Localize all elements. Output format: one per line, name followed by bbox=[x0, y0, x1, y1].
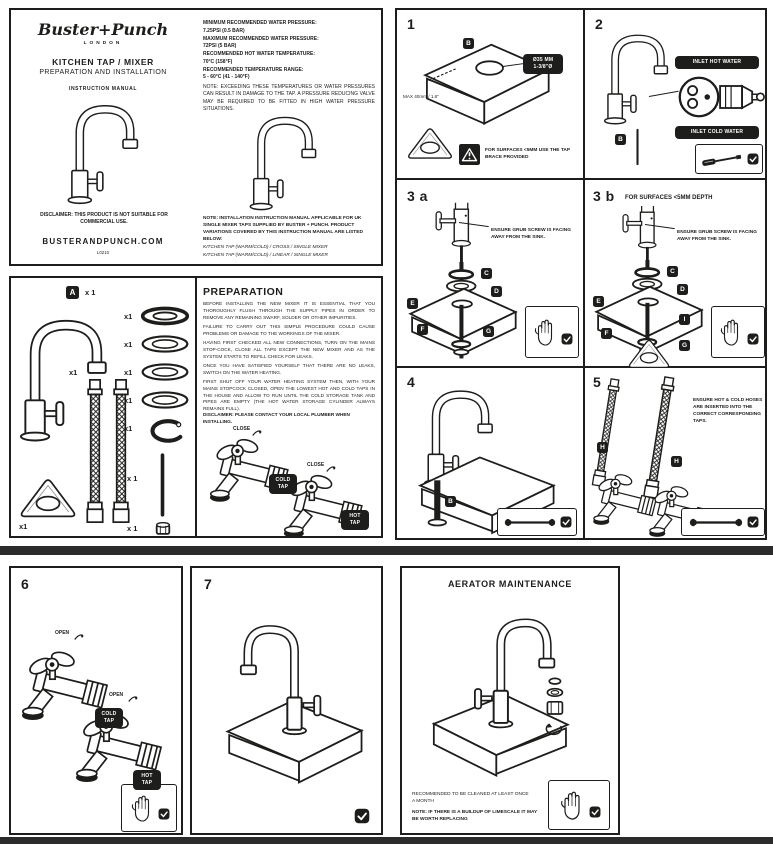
step2-tool-inset bbox=[695, 144, 763, 174]
warning-triangle-icon bbox=[459, 144, 480, 165]
part-a-marker: A bbox=[66, 286, 79, 299]
step2-tap-illustration bbox=[597, 30, 679, 128]
step3a-hand-inset bbox=[525, 306, 579, 358]
aerator-limescale-note: NOTE: IF THERE IS A BUILDUP OF LIMESCALE IT MAY BE WORTH REPLACING bbox=[412, 810, 538, 822]
step2-number: 2 bbox=[595, 16, 604, 32]
brand-city: LONDON bbox=[83, 41, 123, 46]
grid-divider-row2 bbox=[397, 366, 765, 368]
step1-part-marker: B bbox=[463, 38, 474, 49]
cover-tap-illustration-left bbox=[57, 100, 153, 208]
washer3-qty: x1 bbox=[124, 368, 133, 377]
part-brace bbox=[17, 474, 79, 520]
cover-variant-1: KITCHEN TAP (WARM/COLD) / CROSS / SINGLE MIXER bbox=[203, 245, 328, 250]
check-icon bbox=[589, 806, 601, 818]
step3b-marker-i: I bbox=[679, 314, 690, 325]
preparation-title: PREPARATION bbox=[203, 286, 284, 298]
cover-specs: MINIMUM RECOMMENDED WATER PRESSURE: 7.25PSI (0.5 BAR) MAXIMUM RECOMMENDED WATER PRESSURE: 72PSI (5 BAR) RECOMMENDED HOT WATER TEMPERATURE: 70°C (158°F) RECOMMENDED TEMPERATURE RANGE: 5 - 60°C (41 - 140°F) bbox=[203, 20, 319, 81]
close-arrow-icon bbox=[251, 428, 265, 437]
prep-paragraph-4: ONCE YOU HAVE SATISFIED YOURSELF THAT THERE ARE NO LEAKS, SWITCH ON THE WATER HEATING. bbox=[203, 363, 375, 375]
washer4-qty: x1 bbox=[124, 396, 133, 405]
hot-tap-badge: HOT TAP bbox=[133, 770, 161, 790]
step3b-marker-c: C bbox=[667, 266, 678, 277]
part-washer-3 bbox=[140, 362, 190, 382]
cover-variant-2: KITCHEN TAP (WARM/COLD) / LINEAR / SINGLE MIXER bbox=[203, 253, 328, 258]
step3a-marker-e: E bbox=[407, 298, 418, 309]
hand-icon bbox=[718, 316, 744, 348]
panel-divider bbox=[195, 278, 197, 536]
cover-subtitle: PREPARATION AND INSTALLATION bbox=[39, 69, 167, 76]
check-icon bbox=[561, 333, 573, 345]
cover-website: BUSTERANDPUNCH.COM bbox=[42, 237, 164, 246]
part-washer-4 bbox=[140, 390, 190, 410]
step2-rod-illustration bbox=[633, 128, 642, 166]
grid-divider-row1 bbox=[397, 178, 765, 180]
step5-tool-inset bbox=[681, 508, 765, 536]
wrench-icon bbox=[503, 518, 557, 527]
step3a-number: 3 a bbox=[407, 188, 428, 204]
open-arrow-icon bbox=[73, 632, 87, 641]
close-arrow-icon bbox=[325, 464, 339, 473]
step2-part-marker: B bbox=[615, 134, 626, 145]
cold-tap-badge: COLD TAP bbox=[269, 474, 297, 494]
parts-preparation-panel bbox=[9, 276, 383, 538]
step6-number: 6 bbox=[21, 576, 30, 592]
step7-number: 7 bbox=[204, 576, 213, 592]
open-arrow-icon bbox=[127, 694, 141, 703]
hole-diameter-badge bbox=[523, 54, 563, 74]
hoses-qty: x1 bbox=[69, 368, 78, 377]
step5-marker-h2: H bbox=[671, 456, 682, 467]
step6-panel bbox=[9, 566, 183, 835]
part-washer-1 bbox=[140, 306, 190, 326]
cold-tap-badge: COLD TAP bbox=[95, 708, 123, 728]
cover-pressure-note: NOTE: EXCEEDING THESE TEMPERATURES OR WATER PRESSURES CAN RESULT IN DAMAGE TO THE TAP. A PRESSURE REDUCING VALVE MAY BE REQUIRED TO BE FITTED IN HIGH WATER PRESSURE SITUATIONS. bbox=[203, 84, 375, 112]
cover-title: KITCHEN TAP / MIXER bbox=[52, 57, 154, 67]
check-icon bbox=[158, 808, 170, 820]
check-icon bbox=[354, 808, 370, 824]
step3b-marker-g: G bbox=[679, 340, 690, 351]
step2-inlet-detail-illustration bbox=[677, 72, 765, 122]
step5-number: 5 bbox=[593, 374, 602, 390]
step4-part-marker: B bbox=[445, 496, 456, 507]
nut-qty: x 1 bbox=[127, 524, 138, 533]
step1-warning-text: FOR SURFACES <5MM USE THE TAP BRACE PROVIDED bbox=[485, 148, 570, 160]
hand-icon bbox=[129, 792, 155, 824]
prep-paragraph-1: BEFORE INSTALLING THE NEW MIXER IT IS ESSENTIAL THAT YOU THOROUGHLY FLUSH THROUGH THE SUPPLY PIPES IN ORDER TO REMOVE ANY REMAINING SWARF, SOLDER OR OTHER IMPURITIES. bbox=[203, 301, 375, 320]
hand-icon bbox=[532, 316, 558, 348]
check-icon bbox=[560, 516, 572, 528]
hot-tap-badge: HOT TAP bbox=[341, 510, 369, 530]
hole-diameter-line1: Ø35 MM bbox=[532, 57, 554, 63]
step6-open-label-1: OPEN bbox=[55, 630, 70, 636]
page-bottom-band bbox=[0, 837, 773, 844]
step4-tool-inset bbox=[497, 508, 577, 536]
step1-brace-illustration bbox=[405, 124, 455, 161]
step3b-tap-body-illustration bbox=[617, 206, 675, 268]
prep-paragraph-3: HAVING FIRST CHECKED ALL NEW CONNECTIONS, TURN ON THE MAINS STOP-COCK, CLOSE ALL TAPS EXCEPT THE NEW MIXER AND AS THE SYSTEM STARTS TO REFILL CHECK FOR LEAKS. bbox=[203, 340, 375, 359]
check-icon bbox=[747, 153, 759, 165]
step3b-hand-inset bbox=[711, 306, 765, 358]
check-icon bbox=[747, 333, 759, 345]
aerator-clean-note: RECOMMENDED TO BE CLEANED AT LEAST ONCE A MONTH bbox=[412, 792, 529, 804]
installation-steps-panel bbox=[395, 8, 767, 540]
part-rod bbox=[157, 452, 168, 518]
step3a-marker-c: C bbox=[481, 268, 492, 279]
step3b-brace-illustration bbox=[623, 336, 675, 370]
step5-marker-h1: H bbox=[597, 442, 608, 453]
aerator-tap-illustration bbox=[424, 610, 594, 788]
step3a-stack-illustration bbox=[403, 262, 523, 362]
washer1-qty: x1 bbox=[124, 312, 133, 321]
clip-qty: x1 bbox=[124, 424, 133, 433]
step1-number: 1 bbox=[407, 16, 416, 32]
prep-disclaimer: DISCLAIMER: PLEASE CONTACT YOUR LOCAL PLUMBER WHEN INSTALLING. bbox=[203, 412, 350, 424]
part-clip bbox=[142, 418, 186, 446]
aerator-title: AERATOR MAINTENANCE bbox=[447, 579, 573, 589]
washer2-qty: x1 bbox=[124, 340, 133, 349]
cover-product-code: L0210 bbox=[96, 250, 110, 255]
step3b-marker-d: D bbox=[677, 284, 688, 295]
page-divider-band bbox=[0, 546, 773, 555]
aerator-maintenance-panel bbox=[400, 566, 620, 835]
brace-qty: x1 bbox=[19, 522, 28, 531]
wrench-icon bbox=[688, 518, 744, 527]
step3a-marker-g: G bbox=[483, 326, 494, 337]
prep-close-label-2: CLOSE bbox=[307, 462, 325, 468]
check-icon bbox=[747, 516, 759, 528]
step6-hand-inset bbox=[121, 784, 177, 832]
grid-divider-vertical bbox=[583, 10, 585, 538]
step3b-title: FOR SURFACES <5MM DEPTH bbox=[625, 195, 713, 201]
aerator-hand-inset bbox=[548, 780, 610, 830]
part-washer-2 bbox=[140, 334, 190, 354]
step3b-number: 3 b bbox=[593, 188, 615, 204]
step4-number: 4 bbox=[407, 374, 416, 390]
hole-diameter-line2: 1-3/8"Ø bbox=[533, 63, 553, 70]
cover-manual-label: INSTRUCTION MANUAL bbox=[68, 86, 138, 92]
inlet-hot-water-badge: INLET HOT WATER bbox=[675, 56, 759, 69]
step3b-marker-f: F bbox=[601, 328, 612, 339]
step3a-marker-f: F bbox=[417, 324, 428, 335]
max-depth-label: MAX 40mm / 1.6" bbox=[403, 94, 439, 99]
step7-panel bbox=[190, 566, 383, 835]
cover-disclaimer: DISCLAIMER: THIS PRODUCT IS NOT SUITABLE FOR COMMERCIAL USE. bbox=[40, 212, 168, 226]
cover-tap-illustration-right bbox=[239, 112, 331, 214]
prep-close-label-1: CLOSE bbox=[233, 426, 251, 432]
step7-finished-tap-illustration bbox=[214, 614, 366, 790]
step3a-grub-note: ENSURE GRUB SCREW IS FACING AWAY FROM THE SINK. bbox=[491, 228, 571, 240]
step3a-tap-body-illustration bbox=[431, 202, 489, 268]
step3b-grub-note: ENSURE GRUB SCREW IS FACING AWAY FROM THE SINK. bbox=[677, 230, 757, 242]
inlet-cold-water-badge: INLET COLD WATER bbox=[675, 126, 759, 139]
rod-qty: x 1 bbox=[127, 474, 138, 483]
prep-paragraph-2: FAILURE TO CARRY OUT THIS SIMPLE PROCEDURE COULD CAUSE PROBLEMS OR DAMAGE TO THE WORKINGS OF THE MIXER. bbox=[203, 324, 375, 336]
screwdriver-icon bbox=[700, 152, 744, 167]
cover-panel bbox=[9, 8, 383, 266]
step3a-marker-d: D bbox=[491, 286, 502, 297]
cover-applicability-note: NOTE: INSTALLATION INSTRUCTION MANUAL APPLICABLE FOR UK SINGLE MIXER TAPS SUPPLIED BY BUSTER + PUNCH. PRODUCT VARIATIONS COVERED BY THIS INSTRUCTION MANUAL ARE LISTED BELOW: bbox=[203, 216, 363, 242]
brand-logo: Buster+Punch bbox=[37, 20, 169, 39]
part-nut bbox=[154, 521, 172, 536]
prep-paragraph-5: FIRST SHUT OFF YOUR WATER HEATING SYSTEM THEN, WITH YOUR MAINS STOPCOCK CLOSED, OPEN THE LOWEST HOT AND COLD TAPS IN THE HOUSE AND ALLOW TO RUN UNTIL THE COLD STORAGE TANK AND PIPES ARE EMPTY (THE HOT WATER STORAGE CYLINDER ALWAYS REMAINS FULL). bbox=[203, 379, 375, 412]
step5-note: ENSURE HOT & COLD HOSES ARE INSERTED INTO THE CORRECT CORRESPONDING TAPS. bbox=[693, 398, 763, 424]
step3b-marker-e: E bbox=[593, 296, 604, 307]
hand-icon bbox=[558, 788, 586, 822]
step1-counter-illustration bbox=[411, 34, 561, 128]
step6-open-label-2: OPEN bbox=[109, 692, 124, 698]
part-a-qty: x 1 bbox=[85, 288, 96, 297]
part-hose-1 bbox=[83, 376, 107, 526]
